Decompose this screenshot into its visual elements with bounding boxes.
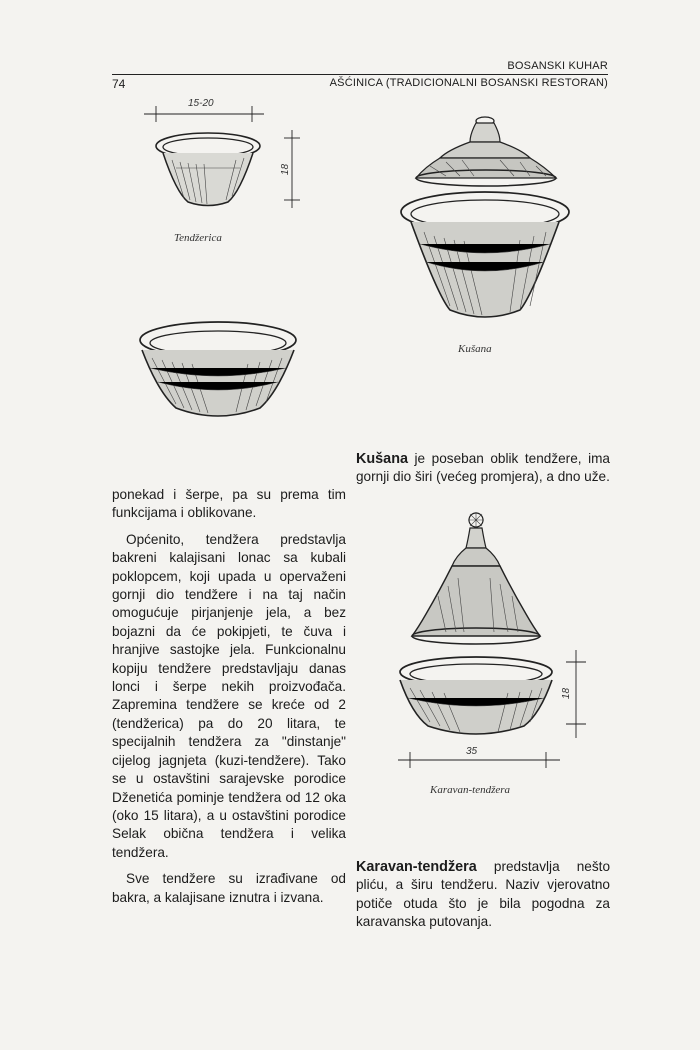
karavan-lid <box>412 512 540 644</box>
kusana-lid <box>416 117 556 186</box>
chapter-title: AŠĆINICA (TRADICIONALNI BOSANSKI RESTORAN) <box>329 77 608 89</box>
karavan-width-dimension <box>398 752 560 768</box>
paragraph-continuation: ponekad i šerpe, pa su prema tim funkcijama i oblikovane. <box>112 487 346 521</box>
kusana-term: Kušana <box>356 451 408 467</box>
tendzerica-width-label: 15-20 <box>188 98 214 109</box>
shallow-pot <box>140 322 296 416</box>
kusana-description <box>356 450 610 487</box>
tendzerica-caption: Tendžerica <box>174 232 222 244</box>
kusana-caption: Kušana <box>458 343 492 355</box>
left-text-column <box>112 486 346 907</box>
paragraph-tendzera-description: Općenito, tendžera predstavlja bakreni kalajisani lonac sa kubali poklopcem, koji upada u opervaženi gornji dio tendžere i na taj način omogućuje pirjanjenje jela, a bez bojazni da će pokipjeti, te čuva i hranjive sastojke jela. Funkcionalnu kopiju tendžere predstavljaju danas lonci i šerpe nekih proizvođača. Zapremina tendžere se kreće od 2 (tendžerica) pa do 20 litara, te specijalnih tendžera za "dinstanje" cijelog jagnjeta (kuzi-tendžere). Tako se u ostavštini sarajevske porodice Dženetića pominje tendžera od 12 oka (oko 15 litara), a u ostavštini porodice Selak obična tendžera i velika tendžera. <box>112 531 346 860</box>
kusana-pot <box>401 192 569 317</box>
karavan-width-label: 35 <box>466 746 478 757</box>
kusana-text: je poseban oblik tendžere, ima gornji dio širi (većeg promjera), a dno uže. <box>356 451 610 485</box>
karavan-text: predstavlja nešto pliću, a širu tendžeru. Naziv vjerovatno potiče otuda što je bila pogodna za karavanska putovanja. <box>356 859 610 930</box>
header-rule <box>112 74 608 75</box>
paragraph-material: Sve tendžere su izrađivane od bakra, a kalajisane iznutra i izvana. <box>112 871 346 905</box>
tendzerica-pot <box>156 133 260 206</box>
tendzerica-height-label: 18 <box>280 163 292 176</box>
karavan-caption: Karavan-tendžera <box>430 784 511 796</box>
karavan-description <box>356 858 610 932</box>
karavan-term: Karavan-tendžera <box>356 859 477 875</box>
book-title: BOSANSKI KUHAR <box>507 60 608 72</box>
karavan-height-label: 18 <box>561 687 573 700</box>
karavan-pot <box>400 657 552 734</box>
page-number: 74 <box>112 77 126 91</box>
